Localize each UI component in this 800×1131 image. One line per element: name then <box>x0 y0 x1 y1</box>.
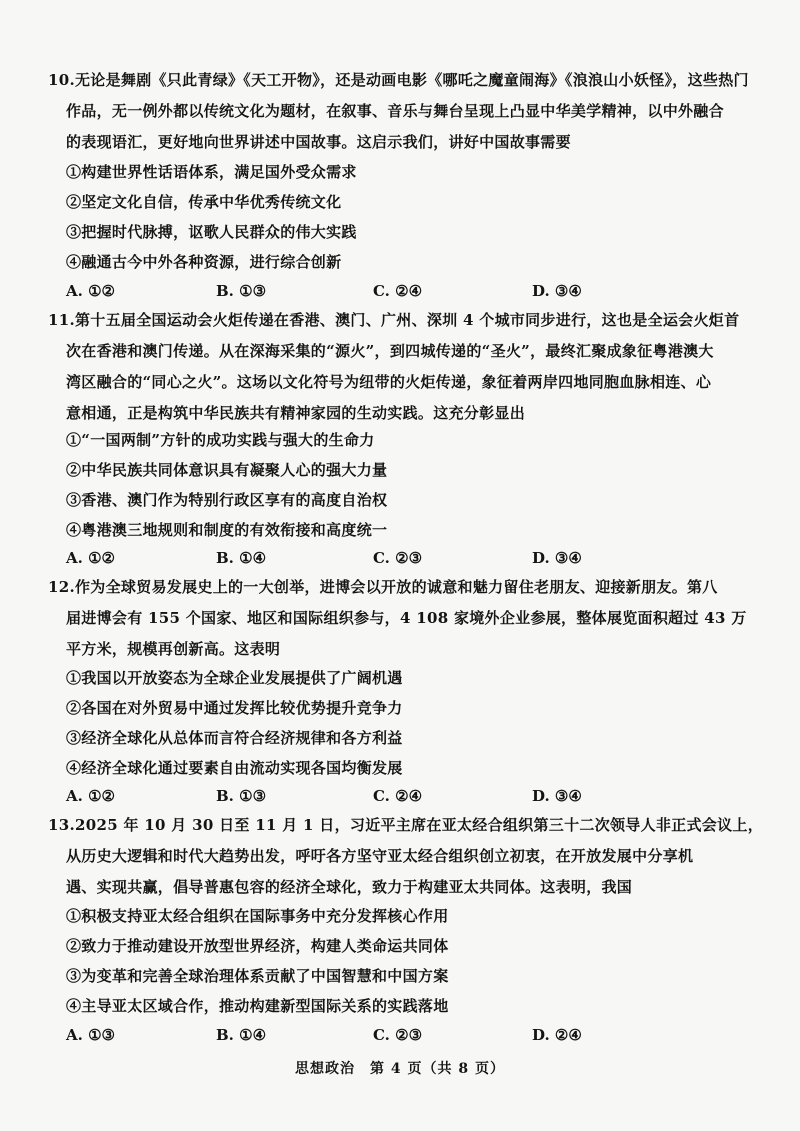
option-3: ③香港、澳门作为特别行政区享有的高度自治权 <box>66 491 388 509</box>
question-stem <box>48 810 764 903</box>
answer-c[interactable]: C. ②③ <box>373 549 423 567</box>
option-3: ③把握时代脉搏，讴歌人民群众的伟大实践 <box>66 223 357 241</box>
stem-line: 作品，无一例外都以传统文化为题材，在叙事、音乐与舞台呈现上凸显中华美学精神，以中外融合 <box>66 102 724 120</box>
option-4: ④经济全球化通过要素自由流动实现各国均衡发展 <box>66 759 403 777</box>
option-2: ②致力于推动建设开放型世界经济，构建人类命运共同体 <box>66 937 449 955</box>
stem-line: 作为全球贸易发展史上的一大创举，进博会以开放的诚意和魅力留住老朋友、迎接新朋友。第八 <box>75 578 718 596</box>
question-number: 11. <box>48 311 75 329</box>
answer-a[interactable]: A. ①② <box>66 787 115 805</box>
option-2: ②坚定文化自信，传承中华优秀传统文化 <box>66 193 342 211</box>
stem-line: 的表现语汇，更好地向世界讲述中国故事。这启示我们，讲好中国故事需要 <box>66 133 571 151</box>
option-2: ②各国在对外贸易中通过发挥比较优势提升竞争力 <box>66 699 403 717</box>
option-1: ①积极支持亚太经合组织在国际事务中充分发挥核心作用 <box>66 907 449 925</box>
question-stem <box>48 65 749 158</box>
option-1: ①构建世界性话语体系，满足国外受众需求 <box>66 163 357 181</box>
answer-b[interactable]: B. ①③ <box>216 282 267 300</box>
question-stem <box>48 305 738 429</box>
stem-line: 次在香港和澳门传递。从在深海采集的“源火”，到四城传递的“圣火”，最终汇聚成象征粤港澳大 <box>66 342 714 360</box>
answer-c[interactable]: C. ②④ <box>373 282 423 300</box>
stem-line: 第十五届全国运动会火炬传递在香港、澳门、广州、深圳 4 个城市同步进行，这也是全运会火炬首 <box>75 311 740 329</box>
answer-b[interactable]: B. ①④ <box>216 1026 267 1044</box>
stem-line: 从历史大逻辑和时代大趋势出发，呼吁各方坚守亚太经合组织创立初衷，在开放发展中分享机 <box>66 847 694 865</box>
answer-a[interactable]: A. ①③ <box>66 1026 115 1044</box>
answer-c[interactable]: C. ②③ <box>373 1026 423 1044</box>
stem-line: 届进博会有 155 个国家、地区和国际组织参与，4 108 家境外企业参展，整体展览面积超过 43 万 <box>66 609 747 627</box>
option-3: ③经济全球化从总体而言符合经济规律和各方利益 <box>66 729 403 747</box>
option-4: ④粤港澳三地规则和制度的有效衔接和高度统一 <box>66 521 388 539</box>
answer-c[interactable]: C. ②④ <box>373 787 423 805</box>
option-2: ②中华民族共同体意识具有凝聚人心的强大力量 <box>66 461 388 479</box>
answer-a[interactable]: A. ①② <box>66 282 115 300</box>
stem-line: 意相通，正是构筑中华民族共有精神家园的生动实践。这充分彰显出 <box>66 404 526 422</box>
answer-d[interactable]: D. ③④ <box>532 282 582 300</box>
answer-d[interactable]: D. ③④ <box>532 787 582 805</box>
stem-line: 平方米，规模再创新高。这表明 <box>66 640 281 658</box>
question-number: 13. <box>48 816 75 834</box>
stem-line: 无论是舞剧《只此青绿》《天工开物》，还是动画电影《哪吒之魔童闹海》《浪浪山小妖怪》，这些热门 <box>75 71 749 89</box>
answer-d[interactable]: D. ③④ <box>532 549 582 567</box>
stem-line: 2025 年 10 月 30 日至 11 月 1 日，习近平主席在亚太经合组织第三十二次领导人非正式会议上， <box>75 816 764 834</box>
option-1: ①“一国两制”方针的成功实践与强大的生命力 <box>66 431 375 449</box>
question-number: 12. <box>48 578 75 596</box>
answer-a[interactable]: A. ①② <box>66 549 115 567</box>
stem-line: 遇、实现共赢，倡导普惠包容的经济全球化，致力于构建亚太共同体。这表明，我国 <box>66 878 633 896</box>
question-number: 10. <box>48 71 75 89</box>
answer-d[interactable]: D. ②④ <box>532 1026 582 1044</box>
stem-line: 湾区融合的“同心之火”。这场以文化符号为纽带的火炬传递，象征着两岸四地同胞血脉相连、心 <box>66 373 712 391</box>
answer-b[interactable]: B. ①③ <box>216 787 267 805</box>
question-stem <box>48 572 747 665</box>
option-1: ①我国以开放姿态为全球企业发展提供了广阔机遇 <box>66 669 403 687</box>
page-footer: 思想政治 第 4 页（共 8 页） <box>295 1061 505 1077</box>
answer-b[interactable]: B. ①④ <box>216 549 267 567</box>
option-3: ③为变革和完善全球治理体系贡献了中国智慧和中国方案 <box>66 967 449 985</box>
option-4: ④主导亚太区域合作，推动构建新型国际关系的实践落地 <box>66 997 449 1015</box>
option-4: ④融通古今中外各种资源，进行综合创新 <box>66 253 342 271</box>
